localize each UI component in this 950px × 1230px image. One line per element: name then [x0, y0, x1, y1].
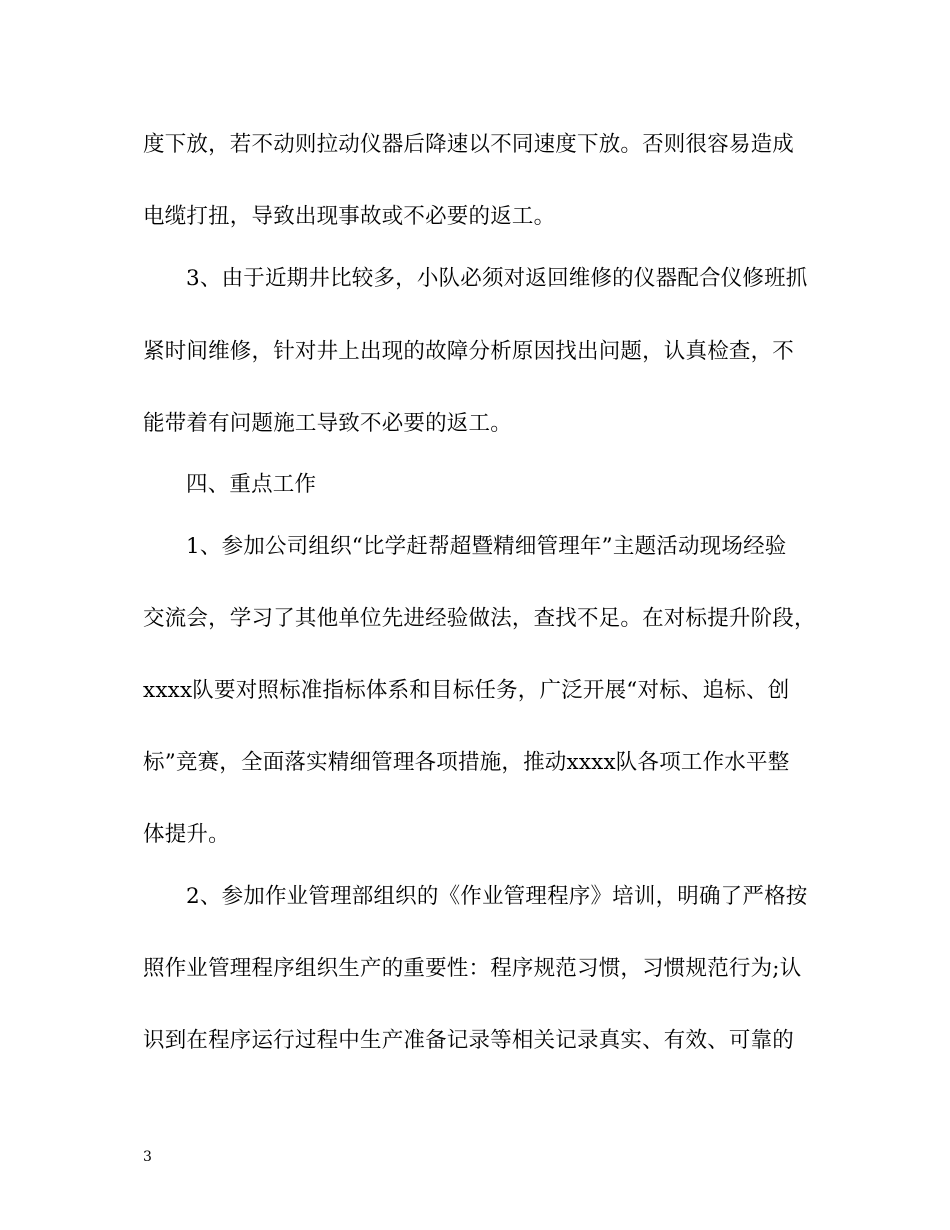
text-line: 标”竞赛，全面落实精细管理各项措施，推动xxxx队各项工作水平整 — [143, 750, 790, 775]
section-heading: 四、重点工作 — [186, 472, 317, 497]
text-line: 识到在程序运行过程中生产准备记录等相关记录真实、有效、可靠的 — [143, 1028, 795, 1053]
text-line: 照作业管理程序组织生产的重要性：程序规范习惯，习惯规范行为;认 — [143, 956, 802, 981]
text-line: 度下放，若不动则拉动仪器后降速以不同速度下放。否则很容易造成 — [143, 132, 795, 157]
text-line: 交流会，学习了其他单位先进经验做法，查找不足。在对标提升阶段， — [143, 606, 816, 631]
page-number: 3 — [143, 1149, 152, 1165]
text-line: 2、参加作业管理部组织的《作业管理程序》培训，明确了严格按 — [186, 884, 808, 909]
text-line: 1、参加公司组织“比学赶帮超暨精细管理年”主题活动现场经验 — [186, 534, 787, 559]
text-line: 紧时间维修，针对井上出现的故障分析原因找出问题，认真检查，不 — [143, 339, 795, 364]
text-line: 能带着有问题施工导致不必要的返工。 — [143, 411, 512, 436]
text-line: 体提升。 — [143, 822, 230, 847]
text-line: 3、由于近期井比较多，小队必须对返回维修的仪器配合仪修班抓 — [186, 266, 808, 291]
text-line: xxxx队要对照标准指标体系和目标任务，广泛开展“对标、追标、创 — [143, 678, 790, 703]
text-line: 电缆打扭，导致出现事故或不必要的返工。 — [143, 204, 556, 229]
